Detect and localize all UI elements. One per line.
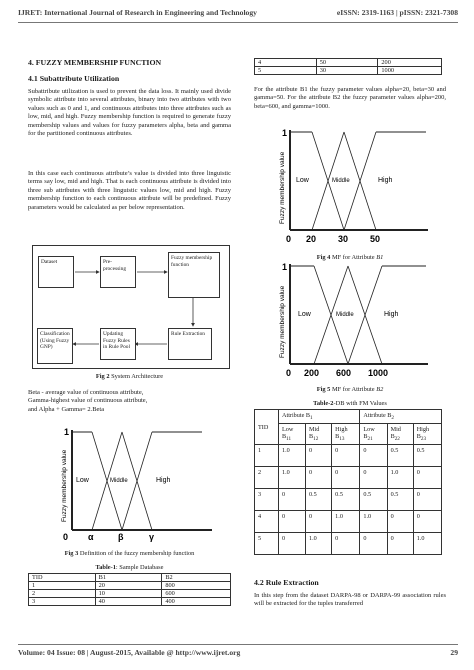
fig3-label-low: Low <box>76 477 89 484</box>
subsection-title: 4.1 Subattribute Utilization <box>28 74 120 83</box>
fig4-tick-50: 50 <box>370 234 381 244</box>
fig3-zero: 0 <box>63 532 69 542</box>
definitions <box>28 389 231 414</box>
fig4-y-one: 1 <box>282 128 288 138</box>
fig5-tick-1000: 1000 <box>368 368 389 378</box>
paragraph-linguistic: In this case each continuous attribute’s value is divided into three linguistic terms say low, mid and high. That is each continuous attribute is divided into three sub attributes with three linguistic values low, mid and high. Fuzzy membership function to each continuous attribute will be predefined. Fuzzy parameters would be calculated as per below representation. <box>28 170 231 211</box>
fig5-label-low: Low <box>298 311 311 318</box>
section-title: 4. FUZZY MEMBERSHIP FUNCTION <box>28 58 162 67</box>
fig5-tick-200: 200 <box>304 368 320 378</box>
fig2-caption: Fig 2 System Architecture <box>95 373 164 380</box>
fig3-tick-alpha: α <box>88 532 94 542</box>
fig5-plot <box>268 258 448 382</box>
fig4-y-label: Fuzzy membership value <box>279 151 286 224</box>
fig3-tick-beta: β <box>118 532 124 542</box>
gamma-definition: Gamma-highest value of continuous attribute, <box>28 397 148 405</box>
fig4-caption: Fig 4 MF for Attribute B1 <box>316 254 384 261</box>
volume-info: Volume: 04 Issue: 08 | August-2015, Available @ http://www.ijret.org <box>18 648 241 657</box>
page-footer <box>18 648 458 657</box>
table1-header-b1: B1 <box>95 574 162 582</box>
paragraph-fuzzy-params: For the attribute B1 the fuzzy parameter values alpha=20, beta=30 and gamma=50. For the attribute B2 the fuzzy parameter values alpha=200, beta=600, and gamma=1000. <box>254 86 446 110</box>
fig4-tick-30: 30 <box>338 234 349 244</box>
table2-sub-low-b21: Low $B_{21}$ <box>360 424 387 445</box>
box-preprocessing: Pre-processing <box>100 256 136 288</box>
fig2-frame <box>32 245 230 369</box>
fig4-plot <box>268 124 448 248</box>
fig5-label-high: High <box>384 311 399 318</box>
fig4-tick-0: 0 <box>286 234 292 244</box>
subsection-rule-extraction: 4.2 Rule Extraction <box>254 578 319 587</box>
footer-rule <box>18 644 458 645</box>
journal-name: IJRET: International Journal of Research in Engineering and Technology <box>18 8 257 17</box>
table2-subheader-row <box>255 424 442 445</box>
fig5-caption: Fig 5 MF for Attribute B2 <box>316 386 384 393</box>
table1-header-b2: B2 <box>162 574 231 582</box>
table-row: 3 40 400 <box>29 598 231 606</box>
fig3-tick-gamma: γ <box>149 532 155 542</box>
fig5-y-label: Fuzzy membership value <box>279 285 286 358</box>
beta-definition: Beta - average value of continuous attribute, <box>28 389 144 396</box>
fig4-label-low: Low <box>296 177 309 184</box>
table2-header-b2: Attribute $B_2$ <box>360 410 442 424</box>
header-rule <box>18 22 458 23</box>
fig5-tick-0: 0 <box>286 368 292 378</box>
table-row: 4 0 0 1.0 1.0 0 0 <box>255 511 442 533</box>
table-row: 5 30 1000 <box>255 67 442 75</box>
box-dataset: Dataset <box>38 256 74 288</box>
paragraph-rule-extraction: In this step from the dataset DARPA-98 or DARPA-99 association rules will be extracted for the tuples transferred <box>254 592 446 608</box>
table2-header-tid: TID <box>255 410 279 445</box>
table1-header-row <box>29 574 231 582</box>
table2 <box>254 409 442 555</box>
fig3-y-label: Fuzzy membership value <box>61 449 68 522</box>
fig5-label-middle: Middle <box>336 312 354 318</box>
box-updating-rules: Updating Fuzzy Rules in Rule Pool <box>100 328 136 360</box>
fig5-y-one: 1 <box>282 262 288 272</box>
table-row: 1 20 800 <box>29 582 231 590</box>
fig4-tick-20: 20 <box>306 234 317 244</box>
table2-sub-high-b13: High $B_{13}$ <box>332 424 360 445</box>
table2-header-b1: Attribute $B_1$ <box>279 410 360 424</box>
fig4-label-middle: Middle <box>332 178 350 184</box>
table-row: 1 1.0 0 0 0 0.5 0.5 <box>255 445 442 467</box>
table2-sub-low-b11: Low $B_{11}$ <box>279 424 306 445</box>
box-rule-extraction: Rule Extraction <box>168 328 212 360</box>
sum-definition: and Alpha + Gamma= 2.Beta <box>28 405 105 413</box>
table2-sub-mid-b12: Mid $B_{12}$ <box>306 424 332 445</box>
table-row: 2 10 600 <box>29 590 231 598</box>
fig3-y-one: 1 <box>64 427 70 437</box>
paragraph-subattribute: Subattribute utilization is used to prevent the data loss. It mainly used divide symbolic attribute into several attributes, binary into two attributes with two values such as 0 and 1, and continuous attributes into three attributes such as low, mid, and high. Fuzzy membership function is required to generate fuzzy membership values and values for fuzzy parameters alpha, beta and gamma for the partitioned continuous attributes. <box>28 88 231 138</box>
box-fuzzy-membership: Fuzzy membership function <box>168 252 220 298</box>
table-row: 3 0 0.5 0.5 0.5 0.5 0 <box>255 489 442 511</box>
table2-caption: Table-2-DB with FM Values <box>313 400 387 407</box>
fig3-label-high: High <box>156 477 171 484</box>
fig4-label-high: High <box>378 177 393 184</box>
fig5-tick-600: 600 <box>336 368 352 378</box>
table-row: 5 0 1.0 0 0 0 1.0 <box>255 533 442 555</box>
issn: eISSN: 2319-1163 | pISSN: 2321-7308 <box>336 8 458 17</box>
table1-caption: Table-1: Sample Database <box>95 564 164 571</box>
table1-part2 <box>254 58 442 75</box>
table-row: 2 1.0 0 0 0 1.0 0 <box>255 467 442 489</box>
page-number: 29 <box>450 648 458 657</box>
table2-header-row <box>255 410 442 424</box>
page-header <box>18 8 458 17</box>
table2-sub-mid-b22: Mid $B_{22}$ <box>387 424 413 445</box>
table-row: 4 50 200 <box>255 59 442 67</box>
table1-part1 <box>28 573 231 606</box>
fig3-plot <box>52 426 232 546</box>
box-classification: Classification (Using Fuzzy GNP) <box>37 328 73 364</box>
table2-sub-high-b23: High $B_{23}$ <box>413 424 441 445</box>
fig3-caption: Fig 3 Definition of the fuzzy membership function <box>64 550 195 557</box>
table1-header-tid: TID <box>29 574 96 582</box>
fig3-label-middle: Middle <box>110 478 128 484</box>
